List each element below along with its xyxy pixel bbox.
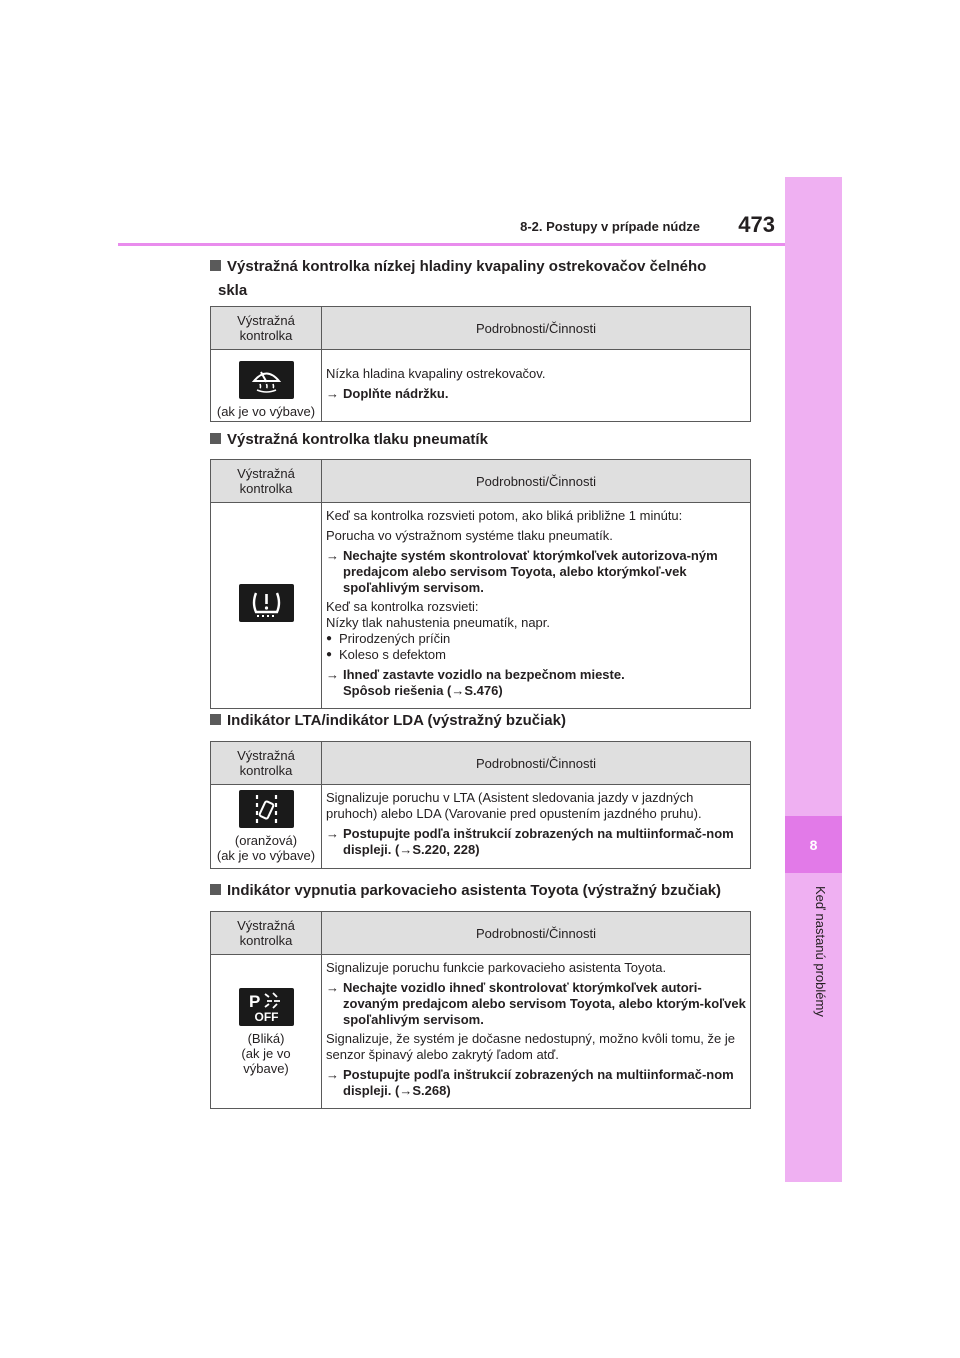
icon-cell <box>211 955 322 1109</box>
column-header: Výstražná kontrolka <box>211 460 322 503</box>
details-cell: Nízka hladina kvapaliny ostrekovačov. → Doplňte nádržku. <box>322 350 751 422</box>
action-item: → Postupujte podľa inštrukcií zobrazených na multiinformač-nom displeji. (→S.268) <box>326 1067 734 1098</box>
svg-text:P: P <box>248 991 260 1011</box>
icon-cell <box>211 785 322 869</box>
details-cell: Signalizuje poruchu v LTA (Asistent sledovania jazdy v jazdných pruhoch) alebo LDA (Varovanie pred opustením jazdného pruhu). → Postupujte podľa inštrukcií zobrazených na multiinformač-nom displeji. (→S.220, 228) <box>322 785 751 869</box>
action-item: → Postupujte podľa inštrukcií zobrazených na multiinformač-nom displeji. (→S.220, 228) <box>326 826 734 857</box>
parking-assist-off-icon <box>239 988 294 1026</box>
section-heading: Indikátor LTA/indikátor LDA (výstražný bzučiak) <box>210 709 755 733</box>
warning-table <box>210 306 751 422</box>
list-item: ● Prirodzených príčin <box>326 631 451 646</box>
icon-note: (ak je vo výbave) <box>216 403 316 419</box>
page-number: 473 <box>738 212 775 237</box>
action-item: → Nechajte vozidlo ihneď skontrolovať ktorýmkoľvek autori-zovaným predajcom alebo servisom Toyota, alebo ktorým-koľvek spoľahlivým servisom. <box>326 980 746 1027</box>
warning-table <box>210 459 751 709</box>
column-header: Podrobnosti/Činnosti <box>322 307 751 350</box>
icon-note: (ak je vo výbave) <box>216 848 316 863</box>
column-header: Výstražná kontrolka <box>211 742 322 785</box>
square-bullet-icon <box>210 433 221 444</box>
column-header: Výstražná kontrolka <box>211 307 322 350</box>
header-rule <box>118 243 785 246</box>
action-item: → Ihneď zastavte vozidlo na bezpečnom mieste. Spôsob riešenia (→S.476) <box>326 667 625 698</box>
details-cell: Keď sa kontrolka rozsvieti potom, ako bliká približne 1 minútu: Porucha vo výstražnom systéme tlaku pneumatík. → Nechajte systém skontrolovať ktorýmkoľvek autorizova-ným predajcom alebo servisom Toyota, alebo ktorýmkoľ-vek spoľahlivým servisom. Keď sa kontrolka rozsvieti: Nízky tlak nahustenia pneumatík, napr. ● Prirodzených príčin ● Koleso s defektom → Ihneď zastavte vozidlo na bezpečnom mieste. Spôsob riešenia (→S.476) <box>322 503 751 709</box>
icon-note: (Bliká) <box>247 1030 285 1046</box>
section-heading: Výstražná kontrolka tlaku pneumatík <box>210 428 755 452</box>
square-bullet-icon <box>210 884 221 895</box>
list-item: ● Koleso s defektom <box>326 647 446 662</box>
action-item: → Doplňte nádržku. <box>326 385 449 401</box>
column-header: Podrobnosti/Činnosti <box>322 460 751 503</box>
column-header: Podrobnosti/Činnosti <box>322 912 751 955</box>
action-item: → Nechajte systém skontrolovať ktorýmkoľvek autorizova-ným predajcom alebo servisom Toyota, alebo ktorýmkoľ-vek spoľahlivým servisom. <box>326 548 718 595</box>
icon-text: OFF <box>254 1009 278 1024</box>
column-header: Podrobnosti/Činnosti <box>322 742 751 785</box>
tire-pressure-icon <box>239 584 294 622</box>
square-bullet-icon <box>210 714 221 725</box>
icon-cell <box>211 350 322 422</box>
section-heading: Indikátor vypnutia parkovacieho asistenta Toyota (výstražný bzučiak) <box>210 879 755 903</box>
column-header: Výstražná kontrolka <box>211 912 322 955</box>
warning-table <box>210 741 751 869</box>
warning-table <box>210 911 751 1109</box>
lane-departure-icon <box>239 790 294 828</box>
section-heading: Výstražná kontrolka nízkej hladiny kvapaliny ostrekovačov čelného skla <box>210 255 755 303</box>
chapter-label: Keď nastanú problémy <box>813 886 828 1017</box>
icon-note: (ak je vo výbave) <box>241 1045 291 1076</box>
icon-note: (oranžová) <box>234 833 298 848</box>
washer-fluid-icon <box>239 361 294 399</box>
chapter-number: 8 <box>785 816 842 873</box>
section-title: 8-2. Postupy v prípade núdze <box>520 219 700 234</box>
square-bullet-icon <box>210 260 221 271</box>
details-cell: Signalizuje poruchu funkcie parkovacieho asistenta Toyota. → Nechajte vozidlo ihneď skontrolovať ktorýmkoľvek autori-zovaným predajcom alebo servisom Toyota, alebo ktorým-koľvek spoľahlivým servisom. Signalizuje, že systém je dočasne nedostupný, možno kvôli tomu, že je senzor špinavý alebo zakrytý ľadom atď. → Postupujte podľa inštrukcií zobrazených na multiinformač-nom displeji. (→S.268) <box>322 955 751 1109</box>
icon-cell <box>211 503 322 709</box>
